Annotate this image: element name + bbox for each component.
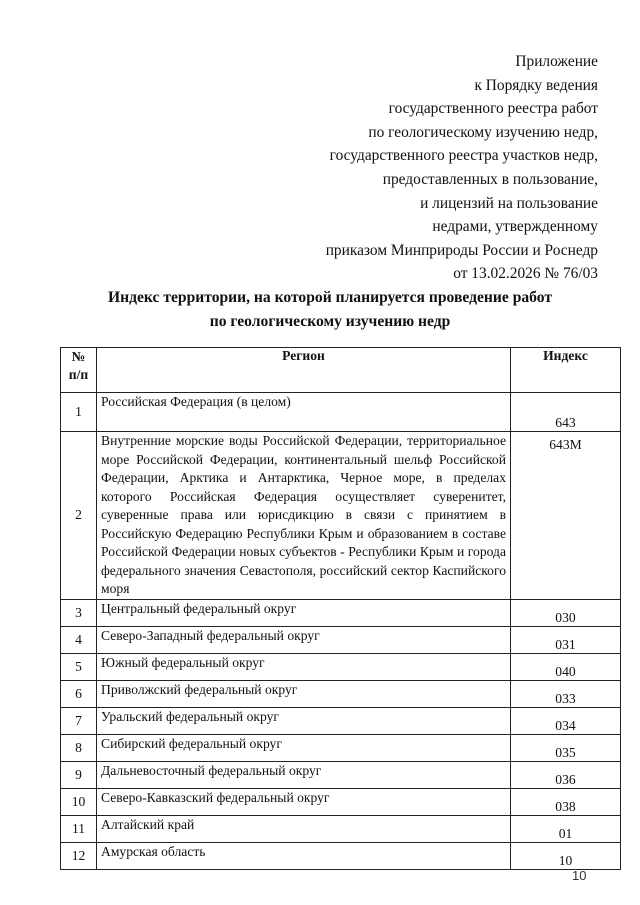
- header-number-line-1: №: [71, 349, 86, 364]
- title-line-1: Индекс территории, на которой планируется проведение работ: [107, 289, 553, 306]
- header-index: Индекс: [511, 348, 621, 393]
- appendix-line: приказом Минприроды России и Роснедр: [325, 241, 598, 259]
- header-number-line-2: п/п: [68, 367, 89, 382]
- row-number: 9: [61, 761, 97, 788]
- row-region: Российская Федерация (в целом): [97, 393, 511, 432]
- table-row: [61, 707, 621, 734]
- row-region: Амурская область: [97, 842, 511, 869]
- row-number: 7: [61, 707, 97, 734]
- appendix-line: предоставленных в пользование,: [382, 170, 598, 188]
- header-number: [61, 348, 97, 393]
- page-number: 10: [572, 868, 587, 883]
- row-number: 10: [61, 788, 97, 815]
- row-number: 4: [61, 626, 97, 653]
- appendix-line: государственного реестра участков недр,: [329, 147, 598, 165]
- appendix-header: [178, 50, 598, 286]
- header-region: Регион: [97, 348, 511, 393]
- row-number: 8: [61, 734, 97, 761]
- row-index: 036: [511, 761, 621, 788]
- table-row: [61, 599, 621, 626]
- appendix-line: от 13.02.2026 № 76/03: [453, 265, 598, 283]
- row-index: 035: [511, 734, 621, 761]
- row-number: 12: [61, 842, 97, 869]
- row-region: Уральский федеральный округ: [97, 707, 511, 734]
- table-row: [61, 815, 621, 842]
- row-index: 034: [511, 707, 621, 734]
- row-region: Северо-Западный федеральный округ: [97, 626, 511, 653]
- row-index: 033: [511, 680, 621, 707]
- row-index: 040: [511, 653, 621, 680]
- row-index: 030: [511, 599, 621, 626]
- table-row: [61, 432, 621, 600]
- table-header-row: [61, 348, 621, 393]
- row-region: Приволжский федеральный округ: [97, 680, 511, 707]
- row-index: 643М: [511, 432, 621, 600]
- row-region: Алтайский край: [97, 815, 511, 842]
- row-region: Южный федеральный округ: [97, 653, 511, 680]
- table-row: [61, 788, 621, 815]
- row-index: 10: [511, 842, 621, 869]
- table-row: [61, 842, 621, 869]
- row-index: 643: [511, 393, 621, 432]
- appendix-line: Приложение: [515, 53, 598, 70]
- row-number: 2: [61, 432, 97, 600]
- table-row: [61, 680, 621, 707]
- row-region: Северо-Кавказский федеральный округ: [97, 788, 511, 815]
- row-region: Центральный федеральный округ: [97, 599, 511, 626]
- appendix-line: и лицензий на пользование: [420, 194, 598, 212]
- appendix-line: государственного реестра работ: [388, 100, 598, 118]
- row-index: 01: [511, 815, 621, 842]
- appendix-line: недрами, утвержденному: [432, 218, 598, 236]
- row-number: 3: [61, 599, 97, 626]
- region-index-table: [60, 347, 621, 870]
- row-region: Внутренние морские воды Российской Федерации, территориальное море Российской Федерации, континентальный шельф Российской Федерации, Арктика и Антарктика, Черное море, в пределах которого Российская Федерация осуществляет суверенитет, суверенные права или юрисдикцию в связи с принятием в Российскую Федерацию Республики Крым и образованием в составе Российской Федерации новых субъектов - Республики Крым и города федерального значения Севастополя, российский сектор Каспийского моря: [97, 432, 511, 600]
- row-number: 6: [61, 680, 97, 707]
- table-row: [61, 734, 621, 761]
- row-number: 5: [61, 653, 97, 680]
- document-title: [50, 286, 610, 333]
- row-region: Дальневосточный федеральный округ: [97, 761, 511, 788]
- table-row: [61, 761, 621, 788]
- row-region: Сибирский федеральный округ: [97, 734, 511, 761]
- row-index: 031: [511, 626, 621, 653]
- table-row: [61, 653, 621, 680]
- table-row: [61, 393, 621, 432]
- row-index: 038: [511, 788, 621, 815]
- table-row: [61, 626, 621, 653]
- row-number: 1: [61, 393, 97, 432]
- appendix-line: по геологическому изучению недр,: [368, 123, 598, 141]
- title-line-2: по геологическому изучению недр: [209, 312, 451, 330]
- row-number: 11: [61, 815, 97, 842]
- appendix-line: к Порядку ведения: [474, 76, 598, 94]
